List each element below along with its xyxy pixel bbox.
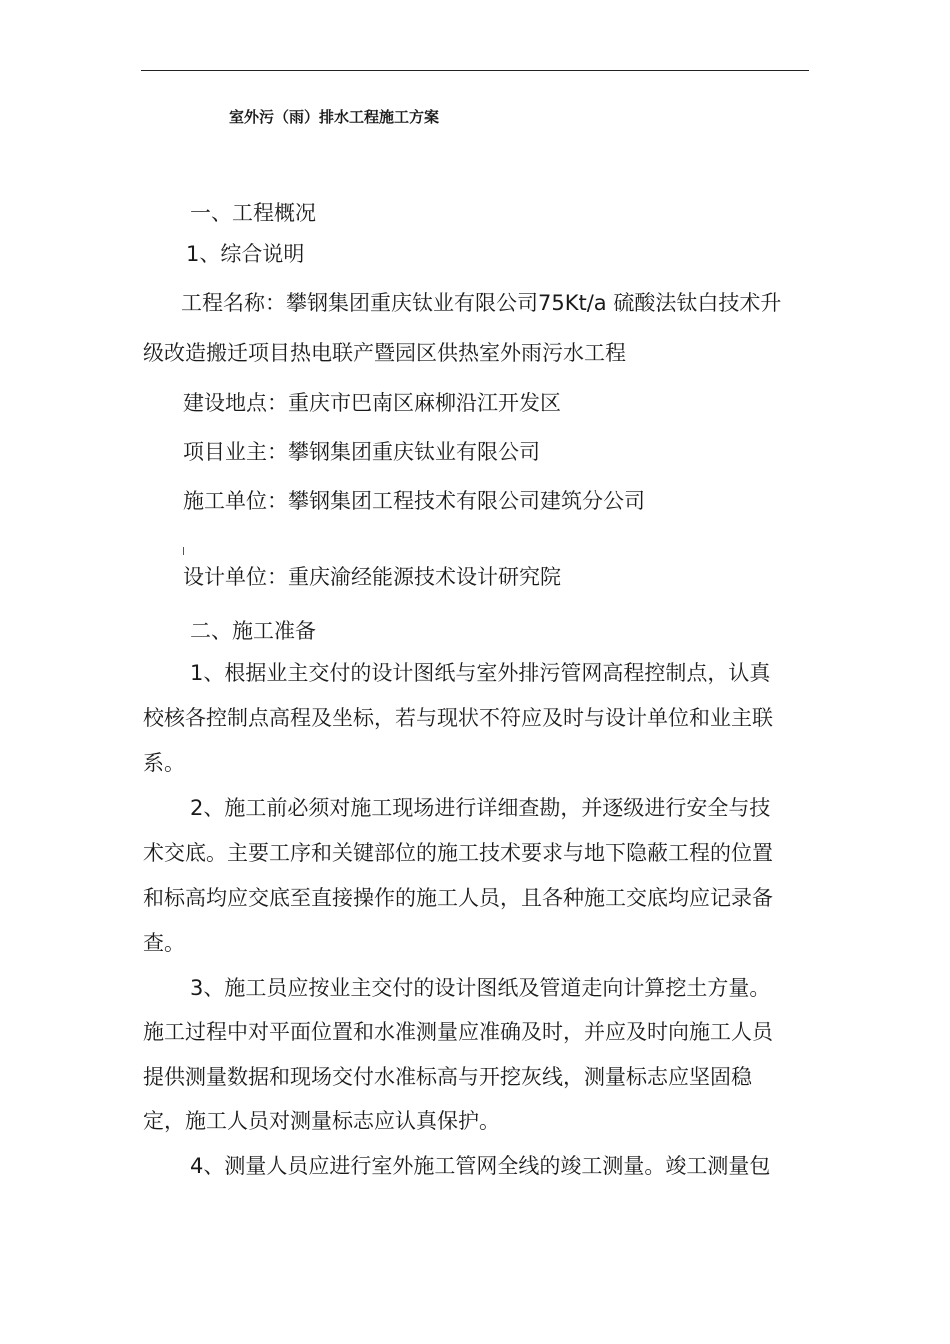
design-unit: 设计单位：重庆渝经能源技术设计研究院 [183, 565, 561, 589]
project-name-line-1: 工程名称：攀钢集团重庆钛业有限公司75Kt/a 硫酸法钛白技术升 [181, 291, 782, 315]
paragraph-2-line-1: 2、施工前必须对施工现场进行详细查勘，并逐级进行安全与技 [190, 796, 771, 820]
paragraph-2-line-2: 术交底。主要工序和关键部位的施工技术要求与地下隐蔽工程的位置 [143, 841, 773, 865]
paragraph-1-line-3: 系。 [143, 751, 185, 775]
text-cursor-mark [183, 547, 184, 555]
section-heading-overview: 一、工程概况 [190, 201, 316, 225]
paragraph-2-line-4: 查。 [143, 931, 185, 955]
construction-site: 建设地点：重庆市巴南区麻柳沿江开发区 [183, 391, 561, 415]
paragraph-3-line-4: 定，施工人员对测量标志应认真保护。 [143, 1109, 500, 1133]
document-title: 室外污（雨）排水工程施工方案 [229, 108, 440, 126]
project-owner: 项目业主：攀钢集团重庆钛业有限公司 [183, 440, 540, 464]
paragraph-3-line-2: 施工过程中对平面位置和水准测量应准确及时，并应及时向施工人员 [143, 1020, 773, 1044]
subheading-summary: 1、综合说明 [186, 242, 305, 266]
section-heading-preparation: 二、施工准备 [190, 619, 316, 643]
project-name-line-2: 级改造搬迁项目热电联产暨园区供热室外雨污水工程 [143, 341, 626, 365]
paragraph-1-line-1: 1、根据业主交付的设计图纸与室外排污管网高程控制点，认真 [190, 661, 771, 685]
paragraph-3-line-1: 3、施工员应按业主交付的设计图纸及管道走向计算挖土方量。 [190, 976, 771, 1000]
paragraph-1-line-2: 校核各控制点高程及坐标，若与现状不符应及时与设计单位和业主联 [143, 706, 773, 730]
paragraph-2-line-3: 和标高均应交底至直接操作的施工人员，且各种施工交底均应记录备 [143, 886, 773, 910]
construction-contractor: 施工单位：攀钢集团工程技术有限公司建筑分公司 [183, 489, 645, 513]
paragraph-4-line-1: 4、测量人员应进行室外施工管网全线的竣工测量。竣工测量包 [190, 1154, 771, 1178]
paragraph-3-line-3: 提供测量数据和现场交付水准标高与开挖灰线，测量标志应坚固稳 [143, 1065, 752, 1089]
header-rule [141, 70, 809, 71]
